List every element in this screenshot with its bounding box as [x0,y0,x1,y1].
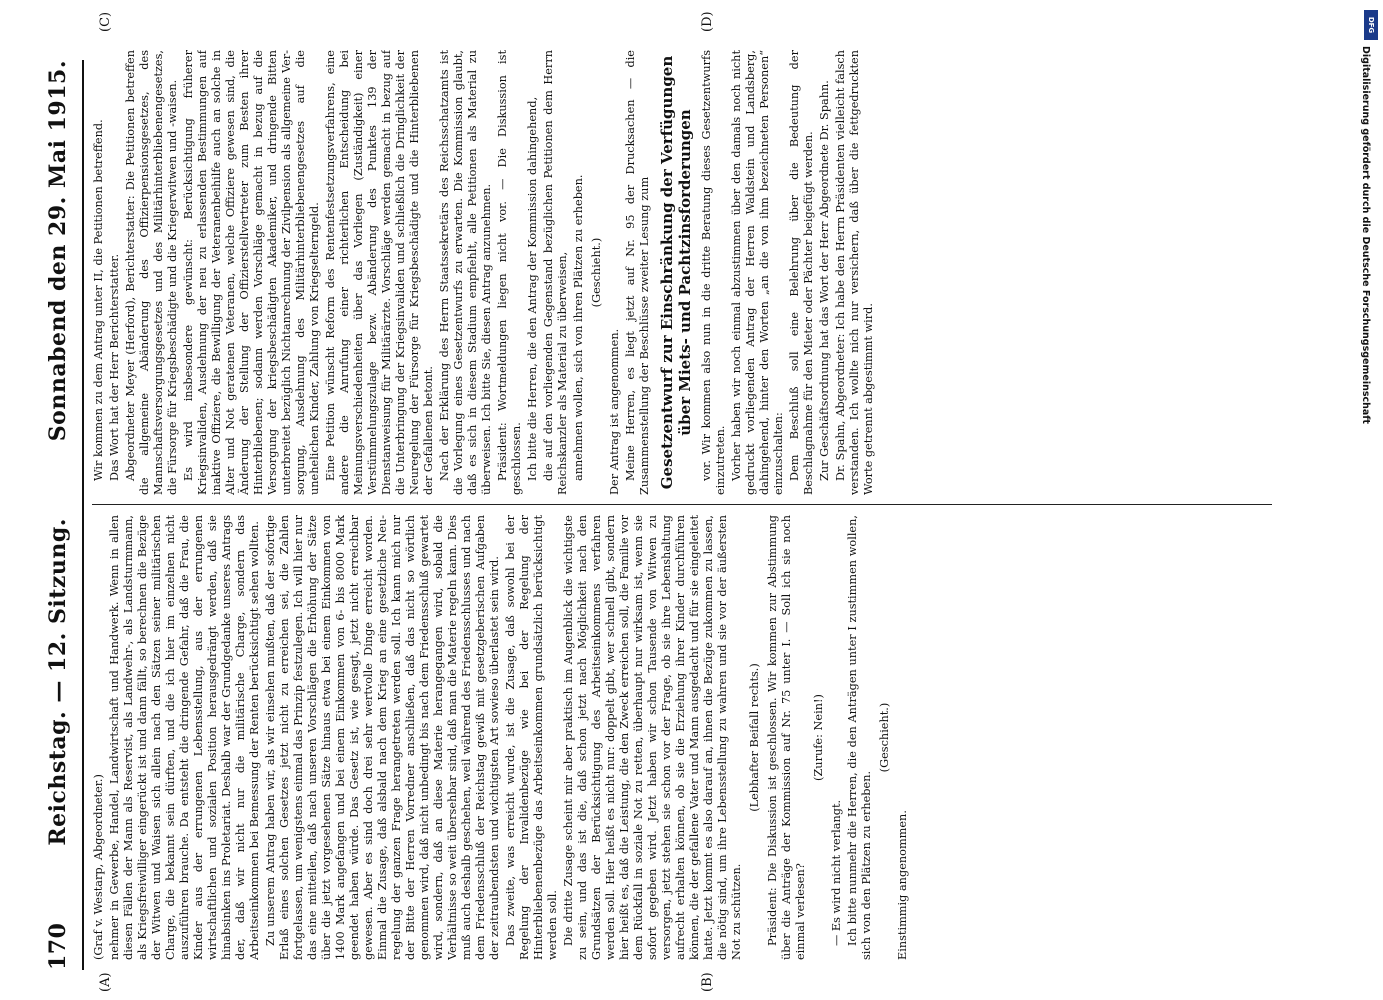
left-paragraph: (Zurufe: Nein!) [812,694,825,781]
header-rule [82,60,84,970]
right-paragraph: Präsident: Wortmeldungen liegen nicht vor. — Die Diskussion ist geschlossen. [496,50,523,495]
column-divider [92,504,1272,505]
right-paragraph: Eine Petition wünscht Reform des Rentenfestsetzungsverfahrens, eine andere die Anrufung einer richterlichen Entscheidung bei Meinungsverschiedenheiten über das Vorliegen (Zuständigkeit) einer Verstümmelungszulage bezw. Abänderung des Punktes 139 der Dienstanweisung für Militärärzte. Vorschläge werden gemacht in bezug auf die Unterbringung der Kriegsinvaliden und schließlich die Dringlichkeit der Neuregelung der Fürsorge für Kriegsbeschädigte und die Hinterbliebenen der Gefallenen betont. [324,50,435,495]
right-paragraph: (Geschieht.) [590,237,603,308]
right-paragraph: annehmen wollen, sich von ihren Plätzen zu erheben. [572,174,585,481]
right-paragraph: die auf den vorliegenden Gegenstand bezüglichen Petitionen dem Herrn Reichskanzler als Material zu überweisen, [542,50,569,495]
left-paragraph: (Lebhafter Beifall rechts.) [748,663,761,812]
right-paragraph: Es wird insbesondere gewünscht: Berücksichtigung früherer Kriegsinvaliden, Ausdehnung der neu zu erlassenden Bestimmungen auf inaktive Offiziere, die Bewilligung der Veteranenbeihilfe auch an solche in Alter und Not geratenen Veteranen, welche Offiziere gewesen sind, die Änderung der Stellung der Offizierstellvertreter zum Besten ihrer Hinterbliebenen; sodann werden Vorschläge gemacht in bezug auf die Versorgung der kriegsbeschädigten Akademiker, und dringende Bitten unterbreitet bezüglich Nichtanrechnung der Zivilpension als allgemeine Versorgung, Ausdehnung des Militärhinterbliebenengesetzes auf die unehelichen Kinder, Zahlung von Kriegselterngeld. [182,50,321,495]
right-paragraph: Meine Herren, es liegt jetzt auf Nr. 95 der Drucksachen — die Zusammenstellung der Beschlüsse zweiter Lesung zum [624,50,651,495]
right-paragraph: Gesetzentwurf zur Einschränkung der Verfügungen über Miets- und Pachtzinsforderungen [658,55,694,490]
left-paragraph: Die dritte Zusage scheint mir aber praktisch im Augenblick die wichtigste zu sein, und das ist die, daß schon jetzt nach Möglichkeit nach den Grundsätzen der Berücksichtigung des Arbeitseinkommens verfahren werden soll. Hier heißt es nicht nur: doppelt gibt, wer schnell gibt, sondern hier heißt es, daß die Leistung, die den Zweck erreichen soll, die Familie vor dem Rückfall in soziale Not zu retten, überhaupt nur wirksam ist, wenn sie sofort gegeben wird. Jetzt haben wir schon Tausende von Witwen zu versorgen, jetzt stehen sie schon vor der Frage, ob sie ihre Lebenshaltung aufrecht erhalten können, ob sie die Erziehung ihrer Kinder durchführen können, die der gefallene Vater und Mann ausgedacht und für sie eingeleitet hatte. Jetzt kommt es also darauf an, ihnen die Bezüge zukommen zu lassen, die nötig sind, um ihre Lebensstellung zu wahren und sie vor der äußersten Not zu schützen. [562,515,743,960]
dfg-logo: DFG [1364,10,1378,40]
left-paragraph: Präsident: Die Diskussion ist geschlossen. Wir kommen zur Abstimmung über die Anträge der Kommission auf Nr. 75 unter I. — Soll ich sie noch einmal verlesen? [766,515,807,960]
right-paragraph: Das Wort hat der Herr Berichterstatter. [108,253,121,481]
digitization-credit: Digitalisierung gefördert durch die Deutsche Forschungsgemeinschaft [1360,46,1371,424]
left-paragraph: Das zweite, was erreicht wurde, ist die Zusage, daß sowohl bei der Regelung der Invalidenbezüge wie bei der Regelung der Hinterbliebenenbezüge das Arbeitseinkommen grundsätzlich berücksichtigt werden soll. [504,515,559,960]
right-paragraph: Nach der Erklärung des Herrn Staatssekretärs des Reichsschatzamts ist die Vorlegung eines Gesetzentwurfs zu erwarten. Die Kommission glaubt, daß es sich in diesem Stadium empfiehlt, alle Petitionen als Material zu überweisen. Ich bitte Sie, diesen Antrag anzunehmen. [438,50,493,495]
left-paragraph: Ich bitte nunmehr die Herren, die den Anträgen unter I zustimmen wollen, sich von den Plätzen zu erheben. [846,515,873,960]
session-title: Reichstag. — 12. Sitzung. [45,518,71,846]
left-paragraph: (Geschieht.) [878,702,891,773]
left-column [92,515,1272,960]
right-paragraph: vor. Wir kommen also nun in die dritte Beratung dieses Gesetzentwurfs einzutreten. [700,50,727,495]
left-paragraph: — Es wird nicht verlangt. [830,799,843,946]
right-paragraph: Vorher haben wir noch einmal abzustimmen über den damals noch nicht gedruckt vorliegenden Antrag der Herren Waldstein und Landsberg, dahingehend, hinter den Worten „an die von ihm bezeichneten Personen“ einzuschalten: [730,50,785,495]
left-paragraph: (Graf v. Westarp, Abgeordneter.) [92,774,105,960]
right-column [92,50,1272,495]
right-paragraph: Zur Geschäftsordnung hat das Wort der Herr Abgeordnete Dr. Spahn. [818,80,831,481]
page-header [38,60,78,970]
left-paragraph: Einstimmig angenommen. [896,810,909,960]
page-number: 170 [45,922,71,970]
marker-b: (B) [700,972,715,992]
right-paragraph: Wir kommen zu dem Antrag unter II, die Petitionen betreffend. [92,119,105,481]
right-paragraph: Dem Beschluß soll eine Belehrung über die Bedeutung der Beschlagnahme für den Mieter oder Pächter beigefügt werden. [788,50,815,495]
marker-c: (C) [98,11,113,32]
marker-a: (A) [98,972,113,992]
marker-d: (D) [700,11,715,32]
right-paragraph: Dr. Spahn, Abgeordneter: Ich habe den Herrn Präsidenten vielleicht falsch verstanden. Ich wollte nich nur versichern, daß über die fettgedruckten Worte getrennt abgestimmt wird. [834,50,875,495]
left-paragraph: nehmer in Gewerbe, Handel, Landwirtschaft und Handwerk. Wenn in allen diesen Fällen der Mann als Reservist, als Landwehr-, als Landsturmmann, als Kriegsfreiwilliger eingerückt ist und dann fällt, so berechnen die Bezüge der Witwen und Waisen sich allein nach den Sätzen seiner militärischen Charge, die bekannt sein dürften, und die ich hier im einzelnen nicht auszuführen brauche. Da entsteht die dringende Gefahr, daß die Frau, die Kinder aus der errungenen Lebensstellung, aus der errungenen wirtschaftlichen und sozialen Position herausgedrängt werden, daß sie hinabsinken ins Proletariat. Deshalb war der Grundgedanke unseres Antrags der, daß wir nicht nur die militärische Charge, sondern das Arbeitseinkommen bei Bemessung der Renten berücksichtigt sehen wollten. [108,515,261,960]
session-date: Sonnabend den 29. Mai 1915. [45,60,71,442]
digitization-sidebar [1362,6,1380,996]
right-paragraph: Ich bitte die Herren, die den Antrag der Kommission dahingehend, [526,96,539,481]
right-paragraph: Der Antrag ist angenommen. [608,328,621,495]
right-paragraph: Abgeordneter Meyer (Herford), Berichterstatter: Die Petitionen betreffen die allgemeine Abänderung des Offizierpensionsgesetzes, des Mannschaftsversorgungsgesetzes und des Militärhinterbliebenengesetzes, die Fürsorge für Kriegsbeschädigte und die Kriegerwitwen und -waisen. [124,50,179,495]
left-paragraph: Zu unserem Antrag haben wir, als wir einsehen mußten, daß der sofortige Erlaß eines solchen Gesetzes jetzt nicht zu erreichen sei, die Zahlen fortgelassen, um wenigstens einmal das Prinzip festzulegen. Ich will hier nur das eine mitteilen, daß nach unseren Vorschlägen die Erhöhung der Sätze über die jetzt vorgesehenen Sätze hinaus etwa bei einem Einkommen von 1400 Mark angefangen und bei einem Einkommen von 6- bis 8000 Mark geendet haben würde. Das Gesetz ist, wie gesagt, jetzt nicht erreichbar gewesen. Aber es sind doch drei sehr wertvolle Dinge erreicht worden. Einmal die Zusage, daß alsbald nach dem Krieg an eine gesetzliche Neuregelung der ganzen Frage herangetreten werden soll. Ich kann mich nur der Bitte der Herren Vorredner anschließen, daß das nicht so wörtlich genommen wird, daß nicht unbedingt bis nach dem Friedensschluß gewartet wird, sondern, daß an diese Materie herangegangen wird, sobald die Verhältnisse so weit übersehbar sind, daß man die Materie regeln kann. Dies muß auch deshalb geschehen, weil während des Friedensschlusses und nach dem Friedensschluß der Reichstag gewiß mit gesetzgeberischen Aufgaben der zeitraubendsten und wichtigsten Art sowieso überlastet sein wird. [264,515,501,960]
